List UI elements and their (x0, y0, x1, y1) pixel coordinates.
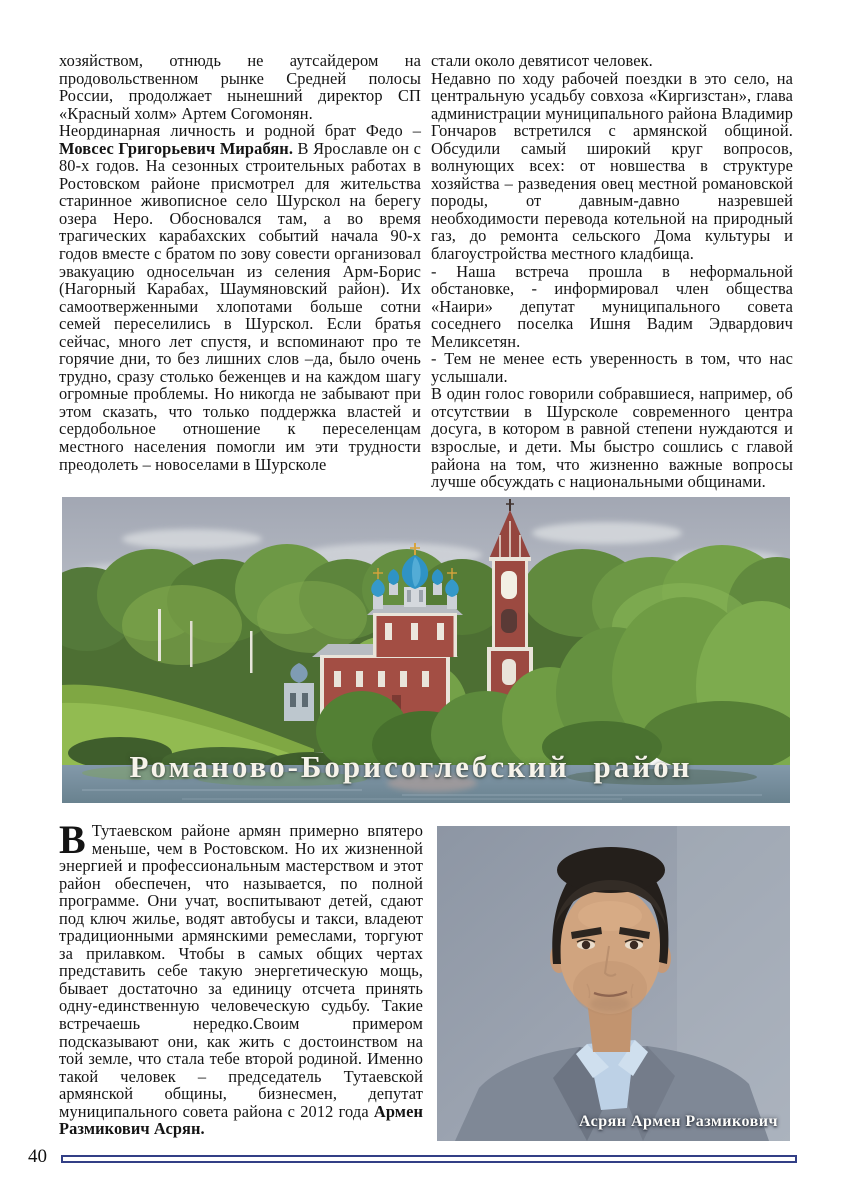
paragraph-text: - Наша встреча прошла в неформальной обстановке, - информировал член общества «Наири» депутат муниципального совета соседнего поселка Ишня Вадим Эдвардович Меликсетян. (431, 261, 793, 351)
paragraph (431, 70, 793, 263)
person-name-bold: Мовсес Григорьевич Мирабян. (59, 138, 294, 158)
top-right-column (431, 52, 793, 491)
paragraph (59, 122, 421, 473)
paragraph (59, 52, 421, 122)
landscape-photo (62, 497, 790, 803)
paragraph (431, 385, 793, 490)
portrait-photo (437, 826, 790, 1141)
paragraph-text: - Тем не менее есть уверенность в том, что нас услышали. (431, 349, 793, 386)
paragraph (431, 350, 793, 385)
drop-cap: В (59, 817, 86, 862)
paragraph (431, 52, 793, 70)
footer-rule (61, 1155, 797, 1163)
portrait-illustration (437, 826, 790, 1141)
portrait-caption: Асрян Армен Размикович (578, 1113, 778, 1130)
paragraph-text: В один голос говорили собравшиеся, например, об отсутствии в Шурсколе современного центра досуга, в котором в равной степени нуждаются и взрослые, и дети. Мы быстро сошлись с главой района на том, что жизненно важные вопросы лучше обсуждать с национальными общинами. (431, 384, 793, 492)
paragraph-text: Неординарная личность и родной брат Федо – (59, 121, 421, 141)
paragraph-text: стали около девятисот человек. (431, 51, 653, 70)
paragraph-text: Тутаевском районе армян примерно впятеро меньше, чем в Ростовском. Но их жизненной энергией и профессиональным мастерством и этот район обеспечен, что называется, по полной программе. Они учат, воспитывают детей, сдают под ключ жилье, водят автобусы и такси, владеют традиционными армянскими ремеслами, торгуют за прилавком. Чтобы в самых общих чертах представить себе такую энергетическую мощь, бывает достаточно за единицу отсчета принять одну-единственную человеческую судьбу. Такие встречаешь нередко.Своим примером подсказывают они, как жить с достоинством на той земле, что стала тебе второй родиной. Именно такой человек – председатель Тутаевской армянской общины, бизнесмен, депутат муниципального совета района с 2012 года (59, 821, 423, 1121)
top-left-column (59, 52, 421, 473)
paragraph-text: Недавно по ходу рабочей поездки в это село, на центральную усадьбу совхоза «Киргизстан», глава администрации муниципального района Владимир Гончаров встретился с армянской общиной. Обсудили самый широкий круг вопросов, волнующих всех: от новшества в структуре хозяйства – разведения овец местной романовской породы, от давным-давно назревшей необходимости перевода котельной на природный газ, до ремонта сельского Дома культуры и благоустройства местного кладбища. (431, 68, 793, 264)
person-name-bold: Армен Размикович Асрян. (59, 1101, 423, 1139)
page-number: 40 (28, 1146, 47, 1167)
paragraph (431, 263, 793, 351)
bottom-left-column (59, 817, 423, 1139)
section-title-overlay: Романово-Борисоглебский район (129, 749, 693, 784)
paragraph (59, 817, 423, 1139)
paragraph-text: В Ярославле он с 80-х годов. На сезонных строительных работах в Ростовском районе присмотрел для жительства старинное живописное село Шурскол на берегу озера Неро. Обосновался там, а во время трагических карабахских событий начала 90-х годов вместе с братом по зову совести организовал эвакуацию односельчан из селения Арм-Борис (Нагорный Карабах, Шаумяновский район). Их самоотверженными хлопотами больше сотни семей переселились в Шурскол. Если братья сейчас, много лет спустя, и вспоминают про те горячие дни, то без лишних слов –да, было очень трудно, сразу столько беженцев и на каждом шагу огромные проблемы. Но никогда не забывают при этом сказать, что только поддержка властей и сердобольное отношение к переселенцам местного населения помогли им эти трудности преодолеть – новоселами в Шурсколе (59, 138, 421, 474)
paragraph-text: хозяйством, отнюдь не аутсайдером на продовольственном рынке Средней полосы России, продолжает нынешний директор СП «Красный холм» Артем Согомонян. (59, 51, 421, 123)
